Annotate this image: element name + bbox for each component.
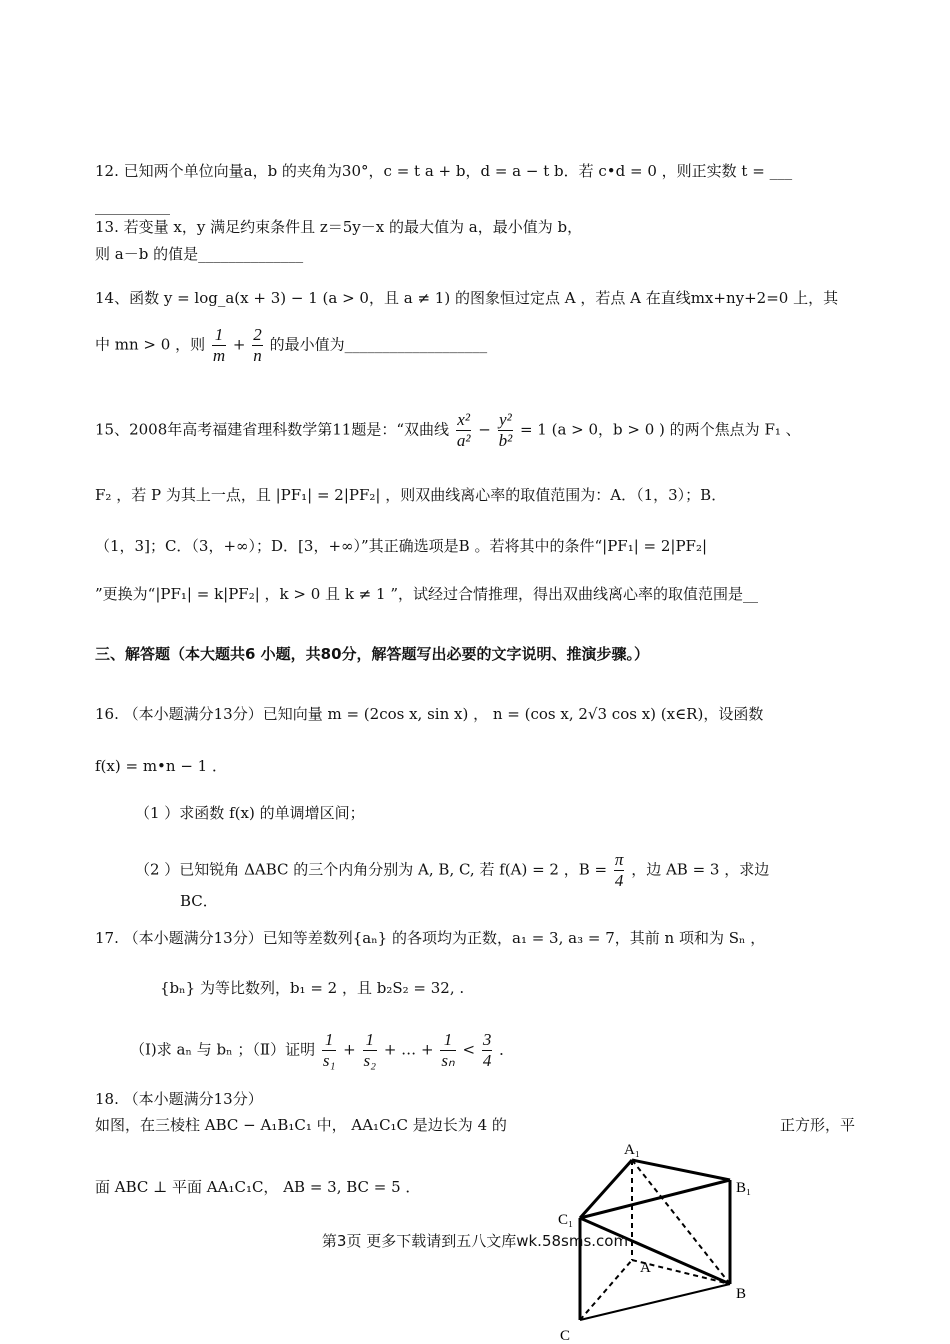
fraction-numerator: 3: [482, 1030, 492, 1049]
edge-C1-B: [580, 1218, 730, 1284]
problem-17-prefix: （Ⅰ)求 aₙ 与 bₙ ；（Ⅱ）证明: [130, 1040, 316, 1059]
fraction-numerator: x²: [457, 410, 470, 429]
fraction-numerator: 1: [363, 1030, 378, 1051]
fraction-1-over-s1: [322, 1030, 337, 1071]
label-B: B: [736, 1286, 747, 1302]
label-A1: A₁: [623, 1142, 641, 1158]
fraction-denominator: b²: [498, 431, 513, 450]
problem-14-suffix: 的最小值为___________________: [269, 335, 488, 354]
fraction-x2-over-a2: [456, 410, 472, 451]
fraction-denominator: n: [253, 346, 262, 365]
problem-17-line-2: {bₙ} 为等比数列，b₁ = 2 ，且 b₂S₂ = 32, .: [160, 979, 465, 997]
page-footer: 第3页 更多下载请到五八文库wk.58sms.com: [321, 1232, 629, 1250]
problem-13-line-1: 13. 若变量 x，y 满足约束条件且 z＝5y－x 的最大值为 a，最小值为 b，: [95, 218, 583, 236]
edge-C1-A1: [580, 1160, 632, 1218]
problem-16-line-2: f(x) = m•n − 1 ．: [95, 757, 227, 775]
fraction-denominator: s₂: [363, 1051, 377, 1070]
fraction-y2-over-b2: [498, 410, 514, 451]
problem-16-line-1: 16. （本小题满分13分）已知向量 m = (2cos x, sin x) ， n = (cos x, 2√3 cos x) (x∈R)，设函数: [95, 705, 764, 723]
problem-16-q2-suffix: ，边 AB = 3 ，求边: [631, 860, 770, 879]
fraction-numerator: 2: [253, 325, 262, 344]
problem-16-question-2-end: BC．: [180, 892, 218, 910]
plus-sign: +: [343, 1040, 356, 1059]
fraction-numerator: 1: [212, 325, 226, 346]
fraction-pi-over-4: [614, 850, 625, 891]
fraction-numerator: 1: [322, 1030, 337, 1051]
edge-C-B: [580, 1284, 730, 1320]
problem-17-line-3: [130, 1030, 905, 1071]
less-than-sign: <: [462, 1040, 476, 1059]
fraction-2-over-n: [252, 325, 263, 366]
problem-18-line-1: 如图，在三棱柱 ABC − A₁B₁C₁ 中， AA₁C₁C 是边长为 4 的: [95, 1116, 507, 1134]
fraction-3-over-4: [482, 1030, 493, 1071]
edge-C-A-hidden: [580, 1260, 632, 1320]
label-A: A: [640, 1260, 651, 1276]
problem-18-line-1-right: 正方形，平: [780, 1116, 856, 1134]
problem-15-line-3: （1，3]；C．（3，+∞）；D．[3，+∞）”其正确选项是B 。若将其中的条件“|PF₁| = 2|PF₂|: [95, 537, 708, 555]
problem-16-question-2: [135, 850, 910, 891]
problem-18-header: 18. （本小题满分13分）: [95, 1090, 263, 1108]
fraction-denominator: a²: [456, 431, 471, 450]
minus-sign: −: [478, 420, 491, 439]
fraction-numerator: π: [614, 850, 624, 869]
problem-14-line-2: [95, 325, 870, 366]
fraction-1-over-m: [212, 325, 226, 366]
problem-16-q2-prefix: （2 ）已知锐角 ΔABC 的三个内角分别为 A, B, C, 若 f(A) = 2 ，B =: [135, 860, 608, 879]
problem-13-line-2: 则 a－b 的值是______________: [95, 245, 304, 263]
problem-14-line-1: 14、函数 y = log_a(x + 3) − 1 (a > 0，且 a ≠ 1) 的图象恒过定点 A ，若点 A 在直线mx+ny+2=0 上，其: [95, 289, 839, 307]
problem-12-blank: __________: [95, 197, 170, 215]
problem-15-line-1: [95, 410, 870, 451]
plus-sign: +: [232, 335, 246, 354]
fraction-1-over-s2: [363, 1030, 378, 1071]
section-3-heading: 三、解答题（本大题共6 小题，共80分，解答题写出必要的文字说明、推演步骤。）: [95, 645, 650, 663]
label-C1: C₁: [558, 1212, 574, 1228]
problem-12-line: 12. 已知两个单位向量a，b 的夹角为30°，c = t a + b，d = a − t b．若 c•d = 0 ，则正实数 t = ___: [95, 162, 793, 180]
ellipsis-sum: + … +: [383, 1040, 434, 1059]
problem-15-line-2: F₂ ，若 P 为其上一点，且 |PF₁| = 2|PF₂| ，则双曲线离心率的取值范围为：A．（1，3）；B．: [95, 486, 727, 504]
edge-C1-B1: [580, 1180, 730, 1218]
problem-16-question-1: （1 ）求函数 f(x) 的单调增区间；: [135, 804, 365, 822]
fraction-1-over-sn: [440, 1030, 455, 1071]
problem-18-line-2: 面 ABC ⊥ 平面 AA₁C₁C， AB = 3, BC = 5 ．: [95, 1178, 421, 1196]
fraction-denominator: m: [212, 346, 226, 365]
problem-15-suffix: = 1 (a > 0，b > 0 ) 的两个焦点为 F₁ 、: [519, 420, 801, 439]
fraction-denominator: sₙ: [441, 1051, 455, 1070]
problem-15-line-4: ”更换为“|PF₁| = k|PF₂| ，k > 0 且 k ≠ 1 ”，试经过合情推理，得出双曲线离心率的取值范围是__: [95, 585, 758, 603]
fraction-denominator: 4: [614, 871, 624, 890]
problem-14-prefix: 中 mn > 0 ，则: [95, 335, 206, 354]
fraction-numerator: 1: [440, 1030, 455, 1051]
label-B1: B₁: [736, 1180, 752, 1196]
problem-15-prefix: 15、2008年高考福建省理科数学第11题是：“双曲线: [95, 420, 450, 439]
label-C: C: [560, 1328, 571, 1344]
problem-17-line-1: 17. （本小题满分13分）已知等差数列{aₙ} 的各项均为正数，a₁ = 3, a₃ = 7，其前 n 项和为 Sₙ ，: [95, 929, 766, 947]
fraction-numerator: y²: [499, 410, 512, 429]
problem-17-end: ．: [499, 1040, 515, 1059]
fraction-denominator: 4: [482, 1051, 492, 1070]
fraction-denominator: s₁: [322, 1051, 336, 1070]
